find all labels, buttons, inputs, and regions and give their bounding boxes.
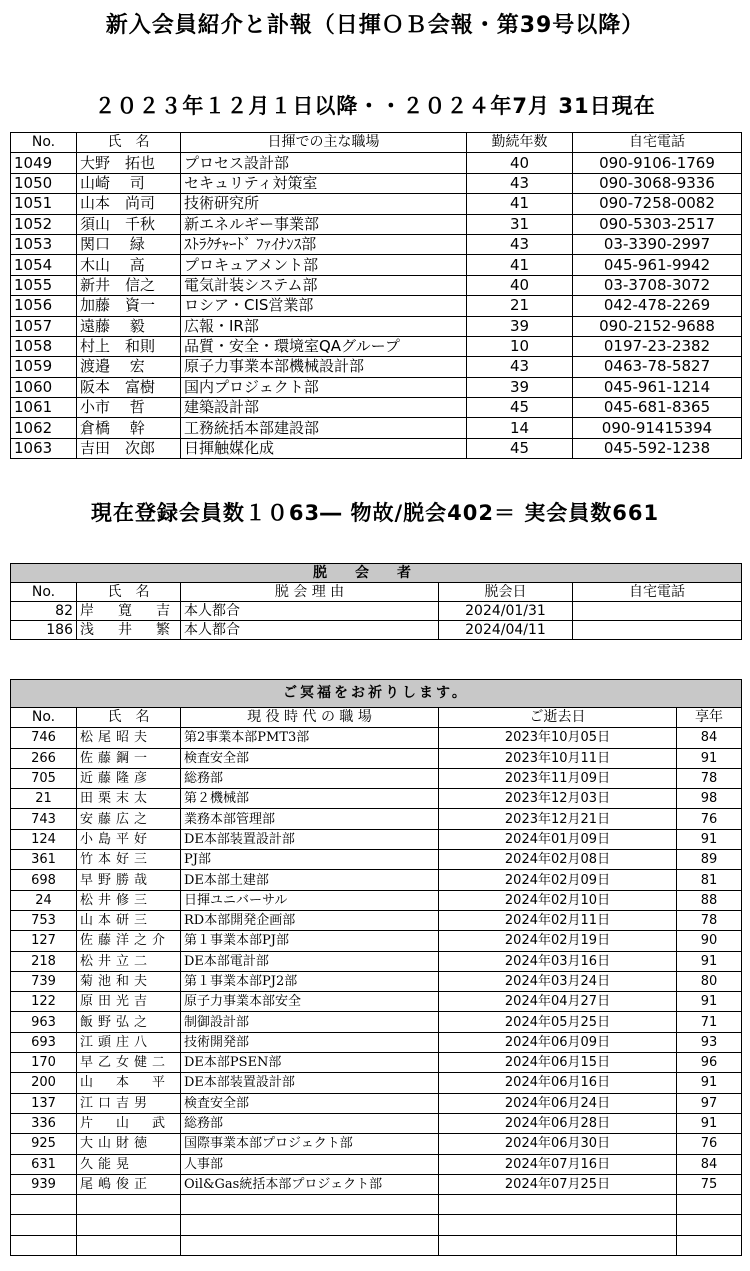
withdrawn-name: 岸 寛 吉 <box>77 602 181 621</box>
deceased-age: 98 <box>677 789 742 809</box>
empty-cell <box>77 1215 181 1235</box>
table-row <box>11 255 742 275</box>
deceased-age: 91 <box>677 1073 742 1093</box>
member-name: 新井 信之 <box>77 275 181 295</box>
deceased-age: 91 <box>677 951 742 971</box>
deceased-date: 2024年03月16日 <box>439 951 677 971</box>
table-row <box>11 971 742 991</box>
deceased-age: 97 <box>677 1093 742 1113</box>
deceased-no: 24 <box>11 890 77 910</box>
deceased-date: 2024年03月24日 <box>439 971 677 991</box>
member-phone: 045-961-1214 <box>573 377 742 397</box>
member-no: 1049 <box>11 153 77 173</box>
deceased-name: 小島平好 <box>77 829 181 849</box>
deceased-dept: 業務本部管理部 <box>181 809 439 829</box>
member-name: 須山 千秋 <box>77 214 181 234</box>
member-years: 40 <box>467 275 573 295</box>
table-row <box>11 870 742 890</box>
member-phone: 090-9106-1769 <box>573 153 742 173</box>
deceased-name: 松尾昭夫 <box>77 728 181 748</box>
deceased-dept: 検査安全部 <box>181 1093 439 1113</box>
deceased-date: 2024年06月15日 <box>439 1053 677 1073</box>
deceased-dept: 技術開発部 <box>181 1032 439 1052</box>
deceased-dept: Oil&Gas統括本部プロジェクト部 <box>181 1174 439 1194</box>
member-name: 大野 拓也 <box>77 153 181 173</box>
table-row <box>11 336 742 356</box>
deceased-date: 2024年02月08日 <box>439 850 677 870</box>
empty-cell <box>439 1195 677 1215</box>
deceased-age: 90 <box>677 931 742 951</box>
member-phone: 03-3390-2997 <box>573 234 742 254</box>
deceased-name: 田栗末太 <box>77 789 181 809</box>
member-years: 45 <box>467 398 573 418</box>
table-row <box>11 829 742 849</box>
deceased-dept: 第１事業本部PJ2部 <box>181 971 439 991</box>
empty-cell <box>677 1195 742 1215</box>
table-row <box>11 850 742 870</box>
member-name: 遠藤 毅 <box>77 316 181 336</box>
table-row <box>11 931 742 951</box>
deceased-age: 71 <box>677 1012 742 1032</box>
table-row <box>11 1154 742 1174</box>
table-row <box>11 418 742 438</box>
deceased-dept: PJ部 <box>181 850 439 870</box>
table-row <box>11 1113 742 1133</box>
member-no: 1060 <box>11 377 77 397</box>
deceased-name: 松井修三 <box>77 890 181 910</box>
table-row <box>11 357 742 377</box>
table-row <box>11 234 742 254</box>
deceased-no: 21 <box>11 789 77 809</box>
deceased-dept: DE本部電計部 <box>181 951 439 971</box>
deceased-name: 早野勝哉 <box>77 870 181 890</box>
deceased-age: 84 <box>677 728 742 748</box>
deceased-date: 2024年07月16日 <box>439 1154 677 1174</box>
new-members-table <box>10 132 742 459</box>
table-row <box>11 890 742 910</box>
deceased-no: 693 <box>11 1032 77 1052</box>
member-name: 小市 哲 <box>77 398 181 418</box>
deceased-no: 124 <box>11 829 77 849</box>
table-row <box>11 1032 742 1052</box>
deceased-age: 89 <box>677 850 742 870</box>
deceased-dept: 国際事業本部プロジェクト部 <box>181 1134 439 1154</box>
deceased-no: 753 <box>11 910 77 930</box>
deceased-no: 127 <box>11 931 77 951</box>
member-phone: 042-478-2269 <box>573 296 742 316</box>
deceased-name: 山 本 平 <box>77 1073 181 1093</box>
deceased-dept: 第２機械部 <box>181 789 439 809</box>
empty-cell <box>181 1235 439 1255</box>
member-phone: 090-91415394 <box>573 418 742 438</box>
table-row <box>11 748 742 768</box>
withdrawn-phone <box>573 621 742 640</box>
table-row <box>11 377 742 397</box>
deceased-age: 81 <box>677 870 742 890</box>
deceased-name: 佐藤洋之介 <box>77 931 181 951</box>
member-dept: プロキュアメント部 <box>181 255 467 275</box>
member-phone: 090-3068-9336 <box>573 173 742 193</box>
table-row <box>11 621 742 640</box>
empty-cell <box>11 1215 77 1235</box>
member-dept: 日揮触媒化成 <box>181 438 467 458</box>
deceased-no: 122 <box>11 992 77 1012</box>
member-phone: 045-681-8365 <box>573 398 742 418</box>
member-no: 1055 <box>11 275 77 295</box>
member-name: 阪本 富樹 <box>77 377 181 397</box>
member-years: 31 <box>467 214 573 234</box>
deceased-age: 91 <box>677 1113 742 1133</box>
deceased-date: 2024年01月09日 <box>439 829 677 849</box>
deceased-no: 925 <box>11 1134 77 1154</box>
col-phone-header: 自宅電話 <box>573 133 742 153</box>
deceased-name: 山本研三 <box>77 910 181 930</box>
withdrawn-phone <box>573 602 742 621</box>
empty-cell <box>77 1195 181 1215</box>
withdrawn-section-title: 脱会者 <box>11 564 742 583</box>
table-header-row <box>11 708 742 728</box>
deceased-dept: DE本部土建部 <box>181 870 439 890</box>
deceased-no: 705 <box>11 768 77 788</box>
member-dept: セキュリティ対策室 <box>181 173 467 193</box>
table-row <box>11 398 742 418</box>
deceased-name: 江頭庄八 <box>77 1032 181 1052</box>
member-phone: 090-2152-9688 <box>573 316 742 336</box>
table-row <box>11 992 742 1012</box>
deceased-no: 743 <box>11 809 77 829</box>
deceased-date: 2024年02月09日 <box>439 870 677 890</box>
deceased-name: 安藤広之 <box>77 809 181 829</box>
table-header-row <box>11 583 742 602</box>
col-date-header: 脱会日 <box>439 583 573 602</box>
member-no: 1051 <box>11 194 77 214</box>
deceased-age: 75 <box>677 1174 742 1194</box>
withdrawn-members-table <box>10 563 742 640</box>
member-years: 21 <box>467 296 573 316</box>
empty-cell <box>677 1215 742 1235</box>
deceased-name: 菊池和夫 <box>77 971 181 991</box>
table-row <box>11 296 742 316</box>
withdrawn-date: 2024/01/31 <box>439 602 573 621</box>
col-name-header: 氏 名 <box>77 708 181 728</box>
deceased-date: 2024年02月19日 <box>439 931 677 951</box>
member-years: 43 <box>467 234 573 254</box>
member-phone: 03-3708-3072 <box>573 275 742 295</box>
table-row <box>11 789 742 809</box>
member-name: 吉田 次郎 <box>77 438 181 458</box>
deceased-dept: 原子力事業本部安全 <box>181 992 439 1012</box>
deceased-members-table <box>10 679 742 1256</box>
deceased-dept: 検査安全部 <box>181 748 439 768</box>
member-name: 木山 高 <box>77 255 181 275</box>
col-reason-header: 脱 会 理 由 <box>181 583 439 602</box>
deceased-dept: 第2事業本部PMT3部 <box>181 728 439 748</box>
deceased-date: 2023年11月09日 <box>439 768 677 788</box>
deceased-dept: 総務部 <box>181 1113 439 1133</box>
member-no: 1056 <box>11 296 77 316</box>
deceased-name: 久能晃 <box>77 1154 181 1174</box>
deceased-date: 2023年12月03日 <box>439 789 677 809</box>
member-dept: 広報・IR部 <box>181 316 467 336</box>
col-dept-header: 日揮での主な職場 <box>181 133 467 153</box>
deceased-age: 80 <box>677 971 742 991</box>
member-no: 1053 <box>11 234 77 254</box>
table-header-row <box>11 133 742 153</box>
deceased-date: 2023年12月21日 <box>439 809 677 829</box>
deceased-dept: DE本部装置設計部 <box>181 829 439 849</box>
member-no: 1062 <box>11 418 77 438</box>
table-row <box>11 153 742 173</box>
col-name-header: 氏 名 <box>77 133 181 153</box>
deceased-no: 137 <box>11 1093 77 1113</box>
deceased-no: 361 <box>11 850 77 870</box>
deceased-dept: DE本部PSEN部 <box>181 1053 439 1073</box>
deceased-name: 江口吉男 <box>77 1093 181 1113</box>
member-dept: 新エネルギー事業部 <box>181 214 467 234</box>
member-years: 41 <box>467 194 573 214</box>
member-no: 1052 <box>11 214 77 234</box>
withdrawn-no: 82 <box>11 602 77 621</box>
table-row <box>11 1053 742 1073</box>
deceased-no: 746 <box>11 728 77 748</box>
table-row <box>11 1174 742 1194</box>
member-name: 倉橋 幹 <box>77 418 181 438</box>
empty-cell <box>439 1235 677 1255</box>
member-years: 43 <box>467 357 573 377</box>
table-row <box>11 602 742 621</box>
deceased-date: 2024年05月25日 <box>439 1012 677 1032</box>
member-dept: 電気計装システム部 <box>181 275 467 295</box>
member-no: 1050 <box>11 173 77 193</box>
deceased-no: 963 <box>11 1012 77 1032</box>
withdrawn-date: 2024/04/11 <box>439 621 573 640</box>
withdrawn-reason: 本人都合 <box>181 621 439 640</box>
col-years-header: 勤続年数 <box>467 133 573 153</box>
deceased-no: 266 <box>11 748 77 768</box>
deceased-no: 631 <box>11 1154 77 1174</box>
member-years: 45 <box>467 438 573 458</box>
member-phone: 0197-23-2382 <box>573 336 742 356</box>
member-dept: 建築設計部 <box>181 398 467 418</box>
col-no-header: No. <box>11 133 77 153</box>
deceased-age: 78 <box>677 910 742 930</box>
table-row <box>11 275 742 295</box>
deceased-name: 松井立二 <box>77 951 181 971</box>
col-dept-header: 現 役 時 代 の 職 場 <box>181 708 439 728</box>
col-no-header: No. <box>11 583 77 602</box>
member-dept: 技術研究所 <box>181 194 467 214</box>
deceased-no: 739 <box>11 971 77 991</box>
empty-cell <box>181 1215 439 1235</box>
member-phone: 045-961-9942 <box>573 255 742 275</box>
empty-cell <box>677 1235 742 1255</box>
deceased-age: 91 <box>677 829 742 849</box>
page-title: 新入会員紹介と訃報（日揮ＯＢ会報・第39号以降） <box>105 13 645 38</box>
deceased-name: 近藤隆彦 <box>77 768 181 788</box>
member-name: 加藤 資一 <box>77 296 181 316</box>
table-row <box>11 951 742 971</box>
deceased-name: 早乙女健二 <box>77 1053 181 1073</box>
empty-row <box>11 1195 742 1215</box>
table-row <box>11 1012 742 1032</box>
deceased-age: 93 <box>677 1032 742 1052</box>
table-row <box>11 1093 742 1113</box>
member-no: 1063 <box>11 438 77 458</box>
table-row <box>11 194 742 214</box>
deceased-date: 2024年06月24日 <box>439 1093 677 1113</box>
table-row <box>11 1073 742 1093</box>
deceased-age: 91 <box>677 992 742 1012</box>
deceased-no: 698 <box>11 870 77 890</box>
withdrawn-no: 186 <box>11 621 77 640</box>
member-years: 43 <box>467 173 573 193</box>
deceased-name: 片 山 武 <box>77 1113 181 1133</box>
deceased-dept: 制御設計部 <box>181 1012 439 1032</box>
deceased-name: 飯野弘之 <box>77 1012 181 1032</box>
member-phone: 0463-78-5827 <box>573 357 742 377</box>
deceased-section-title: ご冥福をお祈りします。 <box>11 680 742 708</box>
table-row <box>11 809 742 829</box>
member-years: 10 <box>467 336 573 356</box>
deceased-no: 170 <box>11 1053 77 1073</box>
member-name: 関口 緑 <box>77 234 181 254</box>
table-row <box>11 910 742 930</box>
member-name: 山崎 司 <box>77 173 181 193</box>
deceased-no: 218 <box>11 951 77 971</box>
member-years: 41 <box>467 255 573 275</box>
member-phone: 045-592-1238 <box>573 438 742 458</box>
deceased-date: 2024年04月27日 <box>439 992 677 1012</box>
deceased-date: 2023年10月05日 <box>439 728 677 748</box>
empty-cell <box>11 1195 77 1215</box>
member-dept: 原子力事業本部機械設計部 <box>181 357 467 377</box>
deceased-dept: 日揮ユニバーサル <box>181 890 439 910</box>
member-no: 1059 <box>11 357 77 377</box>
col-no-header: No. <box>11 708 77 728</box>
deceased-date: 2024年07月25日 <box>439 1174 677 1194</box>
col-name-header: 氏 名 <box>77 583 181 602</box>
deceased-name: 原田光吉 <box>77 992 181 1012</box>
deceased-date: 2024年06月28日 <box>439 1113 677 1133</box>
deceased-name: 大山財徳 <box>77 1134 181 1154</box>
deceased-age: 91 <box>677 748 742 768</box>
table-row <box>11 728 742 748</box>
member-dept: 品質・安全・環境室QAグループ <box>181 336 467 356</box>
deceased-age: 88 <box>677 890 742 910</box>
table-row <box>11 438 742 458</box>
table-row <box>11 214 742 234</box>
member-name: 村上 和則 <box>77 336 181 356</box>
empty-cell <box>439 1215 677 1235</box>
deceased-dept: 第１事業本部PJ部 <box>181 931 439 951</box>
deceased-dept: 人事部 <box>181 1154 439 1174</box>
table-row <box>11 1134 742 1154</box>
withdrawn-name: 浅 井 繁 <box>77 621 181 640</box>
col-phone-header: 自宅電話 <box>573 583 742 602</box>
member-years: 39 <box>467 377 573 397</box>
member-dept: 工務統括本部建設部 <box>181 418 467 438</box>
deceased-age: 96 <box>677 1053 742 1073</box>
empty-cell <box>181 1195 439 1215</box>
deceased-age: 78 <box>677 768 742 788</box>
member-dept: プロセス設計部 <box>181 153 467 173</box>
deceased-date: 2024年06月09日 <box>439 1032 677 1052</box>
member-phone: 090-7258-0082 <box>573 194 742 214</box>
member-dept: ロシア・CIS営業部 <box>181 296 467 316</box>
deceased-age: 84 <box>677 1154 742 1174</box>
deceased-dept: 総務部 <box>181 768 439 788</box>
deceased-date: 2023年10月11日 <box>439 748 677 768</box>
table-row <box>11 173 742 193</box>
deceased-no: 336 <box>11 1113 77 1133</box>
member-no: 1058 <box>11 336 77 356</box>
member-phone: 090-5303-2517 <box>573 214 742 234</box>
deceased-dept: RD本部開発企画部 <box>181 910 439 930</box>
deceased-date: 2024年02月10日 <box>439 890 677 910</box>
deceased-age: 76 <box>677 1134 742 1154</box>
member-no: 1061 <box>11 398 77 418</box>
empty-row <box>11 1235 742 1255</box>
deceased-name: 佐藤鋼一 <box>77 748 181 768</box>
deceased-date: 2024年02月11日 <box>439 910 677 930</box>
deceased-no: 200 <box>11 1073 77 1093</box>
member-years: 40 <box>467 153 573 173</box>
empty-row <box>11 1215 742 1235</box>
withdrawn-reason: 本人都合 <box>181 602 439 621</box>
member-dept: ｽﾄﾗｸﾁｬｰﾄﾞ ﾌｧｲﾅﾝｽ部 <box>181 234 467 254</box>
member-name: 渡邉 宏 <box>77 357 181 377</box>
deceased-dept: DE本部装置設計部 <box>181 1073 439 1093</box>
deceased-name: 尾嶋俊正 <box>77 1174 181 1194</box>
empty-cell <box>11 1235 77 1255</box>
table-row <box>11 316 742 336</box>
membership-summary: 現在登録会員数１０63― 物故/脱会402＝ 実会員数661 <box>90 501 660 525</box>
member-dept: 国内プロジェクト部 <box>181 377 467 397</box>
deceased-no: 939 <box>11 1174 77 1194</box>
deceased-date: 2024年06月30日 <box>439 1134 677 1154</box>
deceased-age: 76 <box>677 809 742 829</box>
date-range-subtitle: ２０２３年１２月１日以降・・２０２４年7月 31日現在 <box>94 94 656 118</box>
table-row <box>11 768 742 788</box>
col-date-header: ご逝去日 <box>439 708 677 728</box>
member-no: 1054 <box>11 255 77 275</box>
col-age-header: 享年 <box>677 708 742 728</box>
member-no: 1057 <box>11 316 77 336</box>
member-name: 山本 尚司 <box>77 194 181 214</box>
member-years: 39 <box>467 316 573 336</box>
deceased-date: 2024年06月16日 <box>439 1073 677 1093</box>
deceased-name: 竹本好三 <box>77 850 181 870</box>
empty-cell <box>77 1235 181 1255</box>
member-years: 14 <box>467 418 573 438</box>
